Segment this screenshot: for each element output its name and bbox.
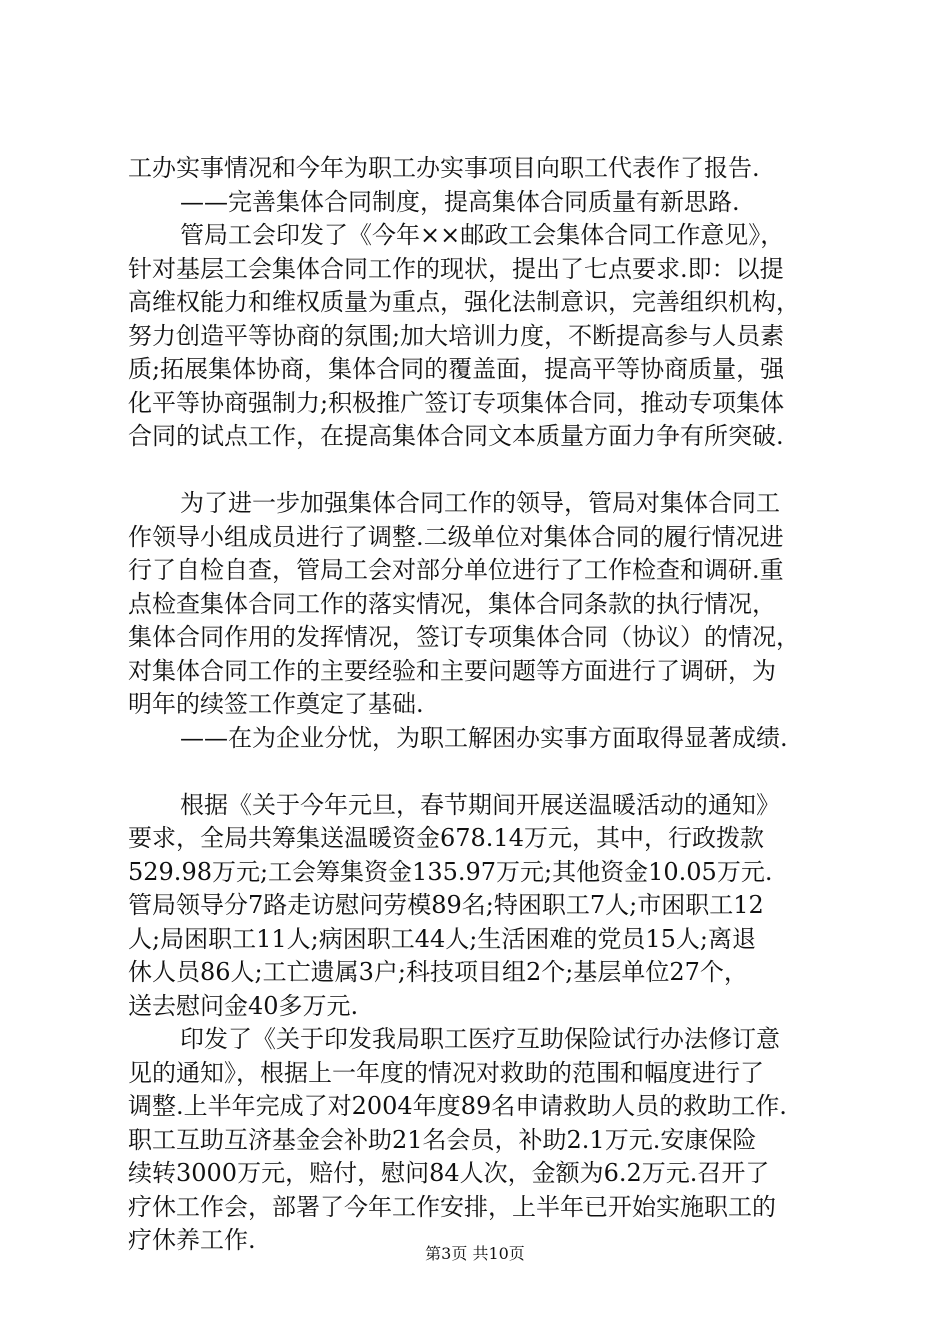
paragraph-start: 根据《关于今年元旦，春节期间开展送温暖活动的通知》	[180, 790, 780, 819]
paragraph-start: 为了进一步加强集体合同工作的领导，管局对集体合同工	[180, 489, 780, 517]
text-line: 高维权能力和维权质量为重点，强化法制意识，完善组织机构，	[128, 288, 800, 316]
text-line: 疗休养工作.	[128, 1226, 256, 1254]
text-line: 调整.上半年完成了对2004年度89名申请救助人员的救助工作.	[128, 1092, 787, 1120]
section-heading: ——在为企业分忧，为职工解困办实事方面取得显著成绩.	[180, 723, 788, 752]
text-line: 化平等协商强制力;积极推广签订专项集体合同，推动专项集体	[128, 388, 785, 417]
text-line: 努力创造平等协商的氛围;加大培训力度，不断提高参与人员素	[128, 321, 785, 350]
text-line: 疗休工作会，部署了今年工作安排，上半年已开始实施职工的	[128, 1192, 776, 1221]
text-line: 送去慰问金40多万元.	[128, 991, 359, 1020]
text-line: 针对基层工会集体合同工作的现状，提出了七点要求.即：以提	[128, 254, 784, 283]
text-line: 续转3000万元，赔付，慰问84人次，金额为6.2万元.召开了	[128, 1159, 770, 1187]
text-line: 职工互助互济基金会补助21名会员，补助2.1万元.安康保险	[128, 1125, 757, 1154]
text-line: 休人员86人;工亡遗属3户;科技项目组2个;基层单位27个，	[128, 958, 748, 986]
text-line: 质;拓展集体协商，集体合同的覆盖面，提高平等协商质量，强	[128, 355, 785, 383]
text-line: 集体合同作用的发挥情况，签订专项集体合同（协议）的情况，	[128, 623, 800, 651]
text-line: 要求，全局共筹集送温暖资金678.14万元，其中，行政拨款	[128, 824, 764, 852]
paragraph-gap	[128, 454, 840, 488]
text-line: 工办实事情况和今年为职工办实事项目向职工代表作了报告.	[128, 154, 760, 182]
text-line: 529.98万元;工会筹集资金135.97万元;其他资金10.05万元.	[128, 857, 773, 886]
text-line: 人;局困职工11人;病困职工44人;生活困难的党员15人;离退	[128, 924, 756, 953]
page-number-footer: 第3页 共10页	[425, 1244, 525, 1263]
text-line: 合同的试点工作，在提高集体合同文本质量方面力争有所突破.	[128, 422, 784, 450]
text-line: 见的通知》，根据上一年度的情况对救助的范围和幅度进行了	[128, 1058, 764, 1087]
paragraph-start: 印发了《关于印发我局职工医疗互助保险试行办法修订意	[180, 1025, 780, 1053]
text-line: 作领导小组成员进行了调整.二级单位对集体合同的履行情况进	[128, 522, 784, 551]
text-line: 对集体合同工作的主要经验和主要问题等方面进行了调研，为	[128, 656, 776, 685]
paragraph-start: 管局工会印发了《今年××邮政工会集体合同工作意见》，	[180, 221, 785, 249]
text-line: 管局领导分7路走访慰问劳模89名;特困职工7人;市困职工12	[128, 891, 764, 919]
paragraph-gap	[128, 755, 840, 789]
text-line: 行了自检自查，管局工会对部分单位进行了工作检查和调研.重	[128, 556, 784, 584]
text-line: 点检查集体合同工作的落实情况，集体合同条款的执行情况，	[128, 589, 776, 618]
document-body	[128, 152, 840, 1258]
text-line: 明年的续签工作奠定了基础.	[128, 690, 424, 718]
section-heading: ——完善集体合同制度，提高集体合同质量有新思路.	[180, 187, 740, 216]
